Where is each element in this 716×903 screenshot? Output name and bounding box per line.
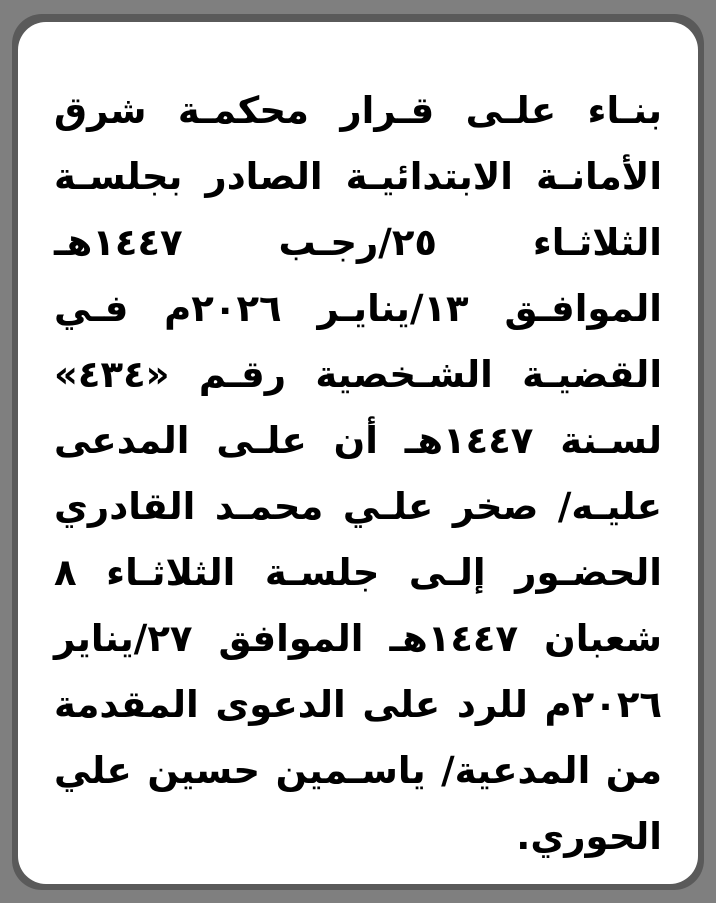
notice-line: القضيـة الشـخصية رقـم «٤٣٤» (54, 353, 662, 396)
notice-line: الحضـور إلـى جلسـة الثلاثـاء ٨ (54, 551, 662, 594)
notice-line: عليـه/ صخر علـي محمـد القادري (54, 485, 662, 528)
notice-line: بنـاء علـى قـرار محكمـة شرق (54, 89, 662, 132)
notice-card (18, 22, 698, 884)
notice-line: شعبان ١٤٤٧هـ الموافق ٢٧/يناير (54, 617, 662, 660)
notice-line: الموافـق ١٣/ينايـر ٢٠٢٦م فـي (54, 287, 662, 330)
notice-line: الأمانـة الابتدائيـة الصادر بجلسـة (54, 155, 662, 198)
notice-line: الحوري. (516, 815, 662, 858)
court-notice-text (54, 78, 662, 870)
notice-line: ٢٠٢٦م للرد على الدعوى المقدمة (54, 683, 662, 726)
notice-line: لسـنة ١٤٤٧هـ أن علـى المدعى (54, 419, 662, 462)
notice-line: الثلاثـاء ٢٥/رجـب ١٤٤٧هـ (54, 221, 662, 264)
notice-line: من المدعية/ ياسـمين حسين علي (54, 749, 662, 792)
